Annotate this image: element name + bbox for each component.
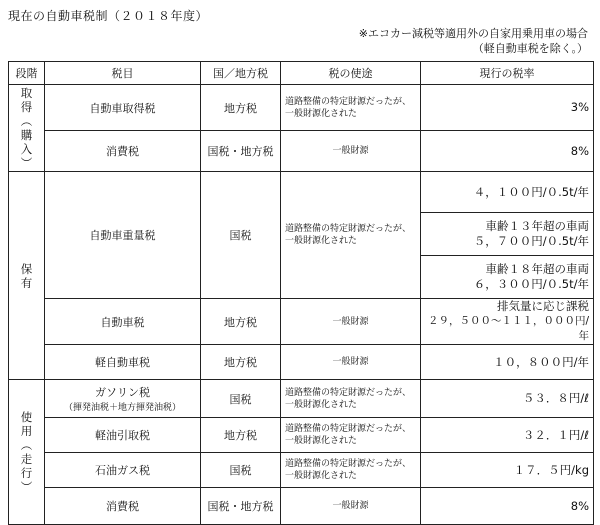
use-gasoline-tax [281, 380, 421, 418]
table-header-row [9, 62, 594, 85]
level-diesel-tax: 地方税 [201, 418, 281, 453]
level-car-tax: 地方税 [201, 299, 281, 345]
footnote-line-1: ※エコカー減税等適用外の自家用乗用車の場合 [358, 27, 588, 40]
rate-gasoline-tax: ５３．８円/ℓ [421, 380, 594, 418]
rate-line: ６，３００円/０.5t/年 [473, 277, 589, 291]
use-acquisition-tax [281, 85, 421, 131]
rate-car-tax [421, 299, 594, 345]
level-kei-tax: 地方税 [201, 345, 281, 380]
item-label: ガソリン税 [95, 386, 150, 399]
level-weight-tax: 国税 [201, 172, 281, 299]
stage-char: 使 [20, 410, 33, 424]
use-line: 一般財源化された [285, 399, 358, 410]
use-line: 道路整備の特定財源だったが、 [285, 387, 412, 398]
table-row [9, 418, 594, 453]
rate-line: 車齢１８年超の車両 [485, 262, 589, 276]
stage-char: 取 [20, 86, 33, 100]
stage-char: 走 [20, 452, 33, 466]
header-item: 税目 [45, 62, 201, 85]
stage-char: ︶ [20, 480, 33, 494]
header-level: 国／地方税 [201, 62, 281, 85]
item-diesel-tax: 軽油引取税 [45, 418, 201, 453]
use-line: 道路整備の特定財源だったが、 [285, 96, 412, 107]
use-diesel-tax [281, 418, 421, 453]
item-car-tax: 自動車税 [45, 299, 201, 345]
rate-consumption-tax: 8% [421, 131, 594, 172]
header-use: 税の使途 [281, 62, 421, 85]
item-kei-tax: 軽自動車税 [45, 345, 201, 380]
item-weight-tax: 自動車重量税 [45, 172, 201, 299]
level-consumption-tax: 国税・地方税 [201, 131, 281, 172]
table-row [9, 345, 594, 380]
rate-lpg-tax: １７．５円/kg [421, 453, 594, 488]
item-lpg-tax: 石油ガス税 [45, 453, 201, 488]
rate-weight-tax-13y [421, 213, 594, 256]
item-use-consumption-tax: 消費税 [45, 488, 201, 525]
level-use-consumption-tax: 国税・地方税 [201, 488, 281, 525]
rate-acquisition-tax: 3% [421, 85, 594, 131]
table-row [9, 453, 594, 488]
rate-diesel-tax: ３２．１円/ℓ [421, 418, 594, 453]
footnote-line-2: （軽自動車税を除く。） [472, 42, 588, 55]
use-line: 一般財源化された [285, 108, 358, 119]
rate-kei-tax: １０，８００円/年 [421, 345, 594, 380]
rate-line: ５，７００円/０.5t/年 [473, 234, 589, 248]
stage-char: ︶ [20, 156, 33, 170]
header-rate: 現行の税率 [421, 62, 594, 85]
table-row [9, 85, 594, 131]
footnote [359, 26, 588, 56]
table-row [9, 131, 594, 172]
stage-char: 入 [20, 142, 33, 156]
stage-char: 購 [20, 128, 33, 142]
use-kei-tax: 一般財源 [281, 345, 421, 380]
use-line: 一般財源化された [285, 436, 358, 446]
rate-use-consumption-tax: 8% [421, 488, 594, 525]
stage-char: 行 [20, 466, 33, 480]
use-weight-tax [281, 172, 421, 299]
item-sublabel: （揮発油税＋地方揮発油税） [63, 403, 181, 413]
stage-char: 有 [20, 275, 33, 290]
table-row [9, 299, 594, 345]
tax-table [8, 61, 594, 525]
use-use-consumption-tax: 一般財源 [281, 488, 421, 525]
stage-char: ︵ [20, 438, 33, 452]
use-line: 道路整備の特定財源だったが、 [285, 224, 412, 234]
rate-weight-tax-18y [421, 256, 594, 299]
use-line: 一般財源化された [285, 236, 358, 246]
use-line: 道路整備の特定財源だったが、 [285, 424, 412, 434]
header-stage: 段階 [9, 62, 45, 85]
stage-char: 保 [20, 261, 33, 276]
stage-use [9, 380, 45, 525]
rate-line: ２９，５００～１１１，０００円/年 [427, 315, 589, 342]
rate-line: 車齢１３年超の車両 [485, 219, 589, 233]
stage-char: 得 [20, 100, 33, 114]
stage-holding [9, 172, 45, 380]
item-gasoline-tax [45, 380, 201, 418]
use-line: 一般財源化された [285, 471, 358, 481]
stage-acquisition [9, 85, 45, 172]
level-gasoline-tax: 国税 [201, 380, 281, 418]
use-consumption-tax: 一般財源 [281, 131, 421, 172]
stage-char: ︵ [20, 114, 33, 128]
item-consumption-tax: 消費税 [45, 131, 201, 172]
table-row [9, 380, 594, 418]
use-line: 道路整備の特定財源だったが、 [285, 459, 412, 469]
rate-weight-tax-base: ４，１００円/０.5t/年 [421, 172, 594, 213]
level-lpg-tax: 国税 [201, 453, 281, 488]
stage-char: 用 [20, 424, 33, 438]
use-lpg-tax [281, 453, 421, 488]
rate-line: 排気量に応じ課税 [497, 299, 589, 313]
item-acquisition-tax: 自動車取得税 [45, 85, 201, 131]
table-row [9, 172, 594, 213]
use-car-tax: 一般財源 [281, 299, 421, 345]
page-title: 現在の自動車税制（２０１８年度） [8, 9, 209, 23]
table-row [9, 488, 594, 525]
level-acquisition-tax: 地方税 [201, 85, 281, 131]
